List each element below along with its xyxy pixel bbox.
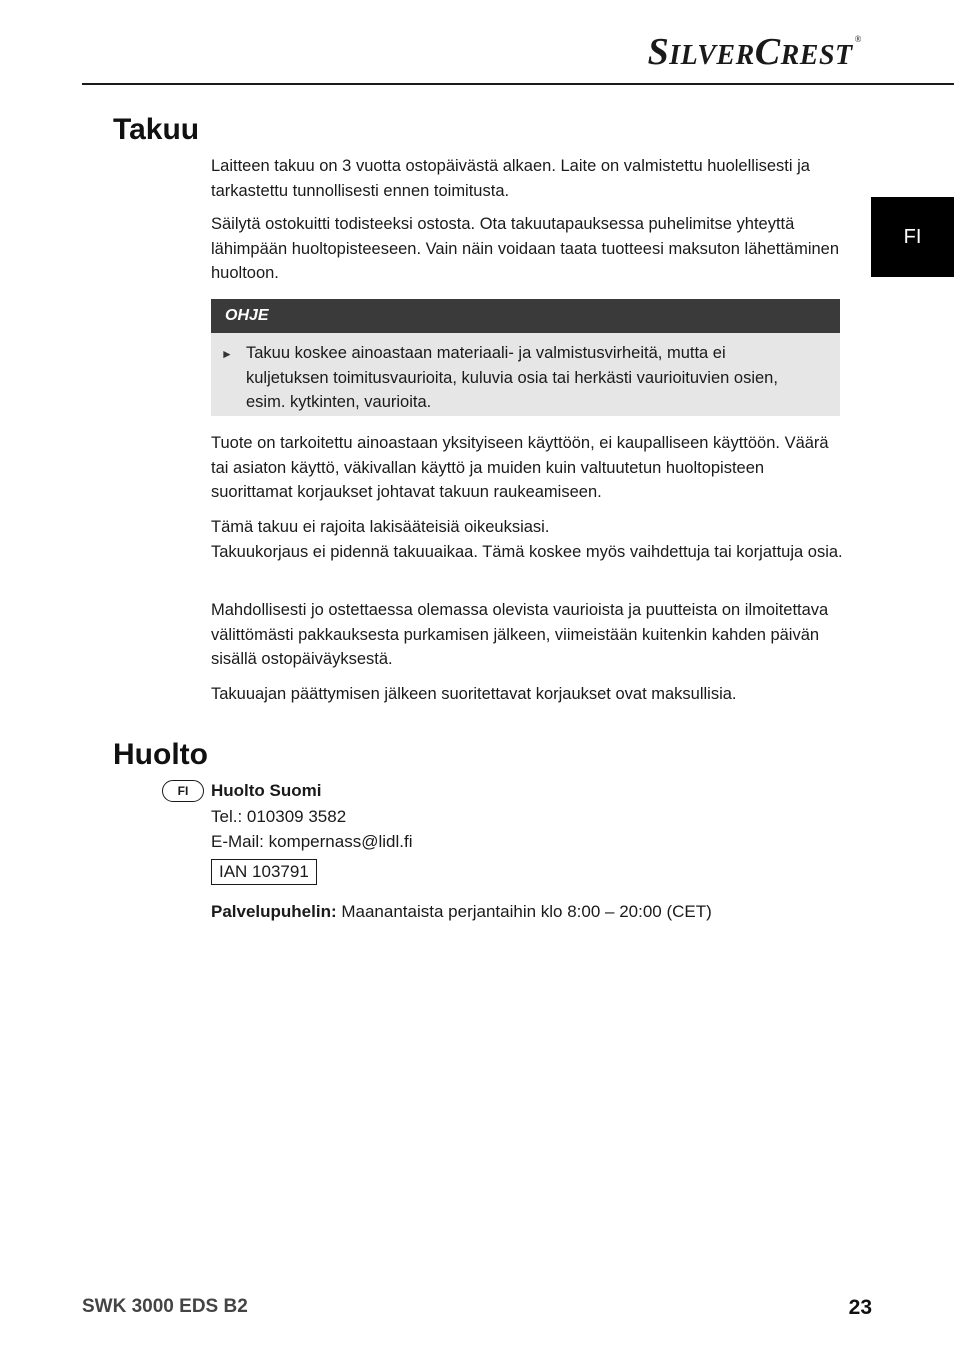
service-email: E-Mail: kompernass@lidl.fi xyxy=(211,832,413,851)
silvercrest-logo: SILVERCREST® xyxy=(647,31,862,73)
header-rule xyxy=(82,83,954,85)
service-phone: Tel.: 010309 3582 xyxy=(211,807,347,826)
page-number: 23 xyxy=(848,1296,872,1319)
note-body xyxy=(211,333,840,415)
warranty-paragraph-4a: Tämä takuu ei rajoita lakisääteisiä oikeuksiasi. xyxy=(211,518,550,536)
note-box xyxy=(211,299,840,416)
warranty-paragraph-1: Laitteen takuu on 3 vuotta ostopäivästä alkaen. Laite on valmistettu huolellisesti ja tarkastettu tunnollisesti ennen toimitusta. xyxy=(211,157,810,200)
hotline-text: Maanantaista perjantaihin klo 8:00 – 20:00 (CET) xyxy=(336,902,712,921)
hotline-label: Palvelupuhelin: xyxy=(211,902,337,921)
warranty-paragraph-6: Takuuajan päättymisen jälkeen suoritettavat korjaukset ovat maksullisia. xyxy=(211,685,737,703)
service-hotline xyxy=(211,900,712,924)
service-name: Huolto Suomi xyxy=(211,781,322,800)
warranty-paragraph-2: Säilytä ostokuitti todisteeksi ostosta. Ota takuutapauksessa puhelimitse yhteyttä lähimpään huoltopisteeseen. Vain näin voidaan taata tuotteesi maksuton lähettäminen huoltoon. xyxy=(211,215,840,282)
note-text: Takuu koskee ainoastaan materiaali- ja valmistusvirheitä, mutta ei kuljetuksen toimitusvaurioita, kuluvia osia tai herkästi vaurioituvien osien, esim. kytkinten, vaurioita. xyxy=(246,344,778,411)
note-title: OHJE xyxy=(211,299,840,333)
country-badge: FI xyxy=(162,780,204,802)
ian-box: IAN 103791 xyxy=(211,859,317,885)
footer-model: SWK 3000 EDS B2 xyxy=(82,1296,248,1317)
language-tab: FI xyxy=(871,197,954,277)
warranty-heading: Takuu xyxy=(113,113,200,146)
warranty-paragraph-3: Tuote on tarkoitettu ainoastaan yksityiseen käyttöön, ei kaupalliseen käyttöön. Väärä tai asiaton käyttö, väkivallan käyttö ja muiden kuin valtuutetun huoltopisteen suorittamat korjaukset johtavat takuun raukeamiseen. xyxy=(211,434,829,501)
bullet-arrow-icon: ► xyxy=(221,347,233,361)
warranty-paragraph-5: Mahdollisesti jo ostettaessa olemassa olevista vaurioista ja puutteista on ilmoitettava välittömästi pakkauksesta purkamisen jälkeen, viimeistään kuitenkin kahden päivän sisällä ostopäiväyksestä. xyxy=(211,601,829,668)
warranty-paragraph-4b: Takuukorjaus ei pidennä takuuaikaa. Tämä koskee myös vaihdettuja tai korjattuja osia. xyxy=(211,543,843,561)
service-heading: Huolto xyxy=(113,738,208,771)
